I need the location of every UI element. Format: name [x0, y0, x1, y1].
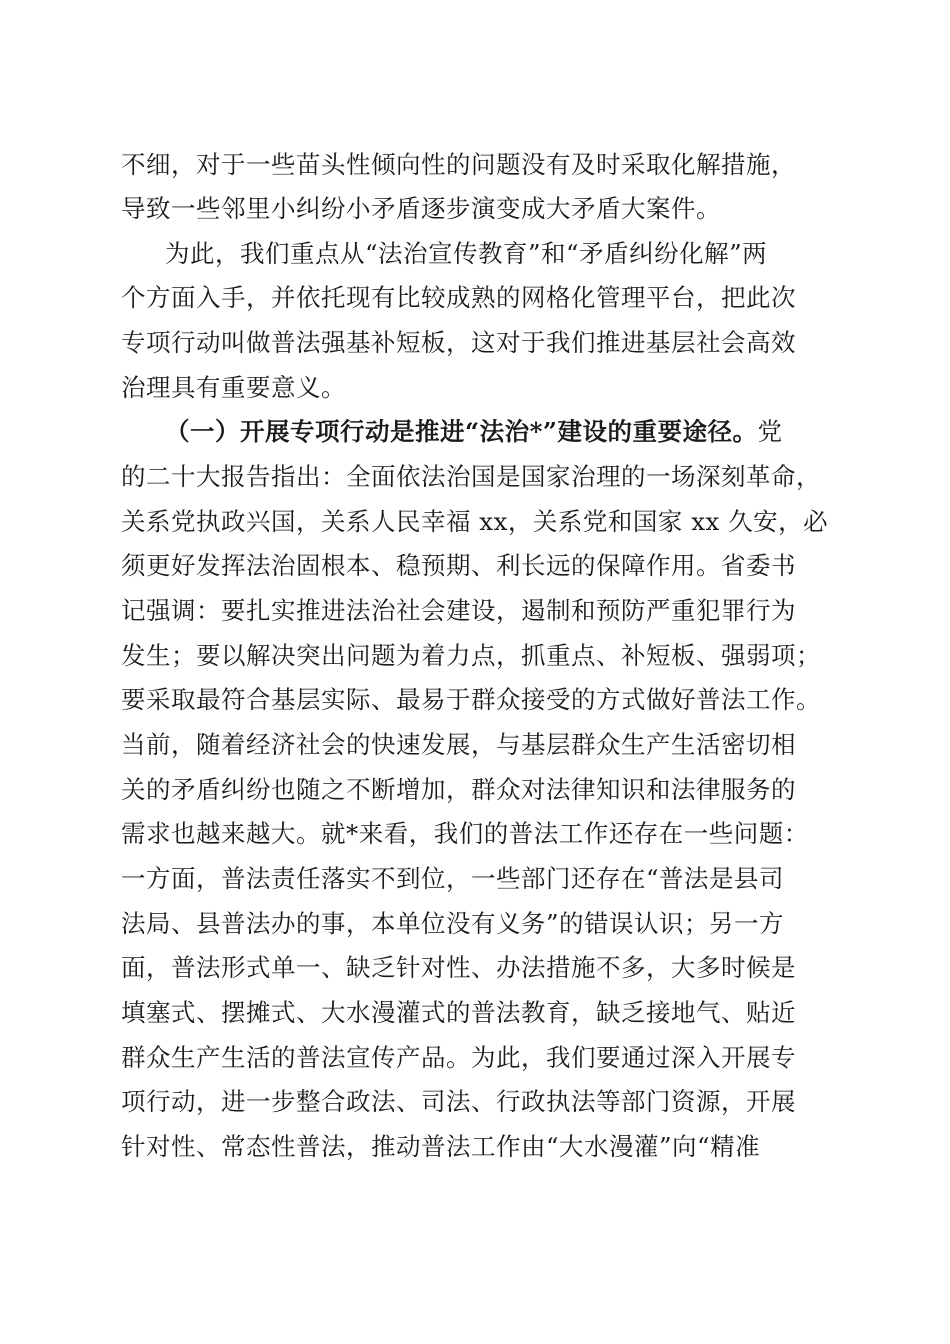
- heading-continuation: 党: [757, 417, 783, 446]
- text-line: 的二十大报告指出：全面依法治国是国家治理的一场深刻革命，: [121, 462, 821, 491]
- text-line: 导致一些邻里小纠纷小矛盾逐步演变成大矛盾大案件。: [121, 194, 721, 223]
- text-line: 须更好发挥法治固根本、稳预期、利长远的保障作用。省委书: [121, 551, 796, 580]
- text-line: 需求也越来越大。就*来看，我们的普法工作还存在一些问题：: [121, 819, 809, 848]
- text-line: 个方面入手，并依托现有比较成熟的网格化管理平台，把此次: [121, 283, 796, 312]
- text-line: 要采取最符合基层实际、最易于群众接受的方式做好普法工作。: [121, 685, 821, 714]
- text-line: 记强调：要扎实推进法治社会建设，遏制和预防严重犯罪行为: [121, 596, 796, 625]
- text-line: 关的矛盾纠纷也随之不断增加，群众对法律知识和法律服务的: [121, 775, 796, 804]
- text-line: 群众生产生活的普法宣传产品。为此，我们要通过深入开展专: [121, 1043, 796, 1072]
- text-line: 当前，随着经济社会的快速发展，与基层群众生产生活密切相: [121, 730, 796, 759]
- section-heading: （一）开展专项行动是推进“法治*”建设的重要途径。: [165, 417, 758, 446]
- text-line: 不细，对于一些苗头性倾向性的问题没有及时采取化解措施，: [121, 150, 796, 179]
- text-line: 填塞式、摆摊式、大水漫灌式的普法教育，缺乏接地气、贴近: [121, 998, 796, 1027]
- paragraph-first-line: 为此，我们重点从“法治宣传教育”和“矛盾纠纷化解”两: [165, 239, 768, 268]
- text-line: 法局、县普法办的事，本单位没有义务”的错误认识；另一方: [121, 909, 785, 938]
- text-line: 发生；要以解决突出问题为着力点，抓重点、补短板、强弱项；: [121, 641, 821, 670]
- text-line: 一方面，普法责任落实不到位，一些部门还存在“普法是县司: [121, 864, 785, 893]
- text-line: 专项行动叫做普法强基补短板，这对于我们推进基层社会高效: [121, 328, 796, 357]
- text-line: 面，普法形式单一、缺乏针对性、办法措施不多，大多时候是: [121, 953, 796, 982]
- text-line: 关系党执政兴国，关系人民幸福 xx，关系党和国家 xx 久安，必: [121, 507, 829, 536]
- section-heading-line: [165, 412, 831, 452]
- text-line: 项行动，进一步整合政法、司法、行政执法等部门资源，开展: [121, 1087, 796, 1116]
- text-line: 针对性、常态性普法，推动普法工作由“大水漫灌”向“精准: [121, 1132, 761, 1161]
- text-line: 治理具有重要意义。: [121, 373, 346, 402]
